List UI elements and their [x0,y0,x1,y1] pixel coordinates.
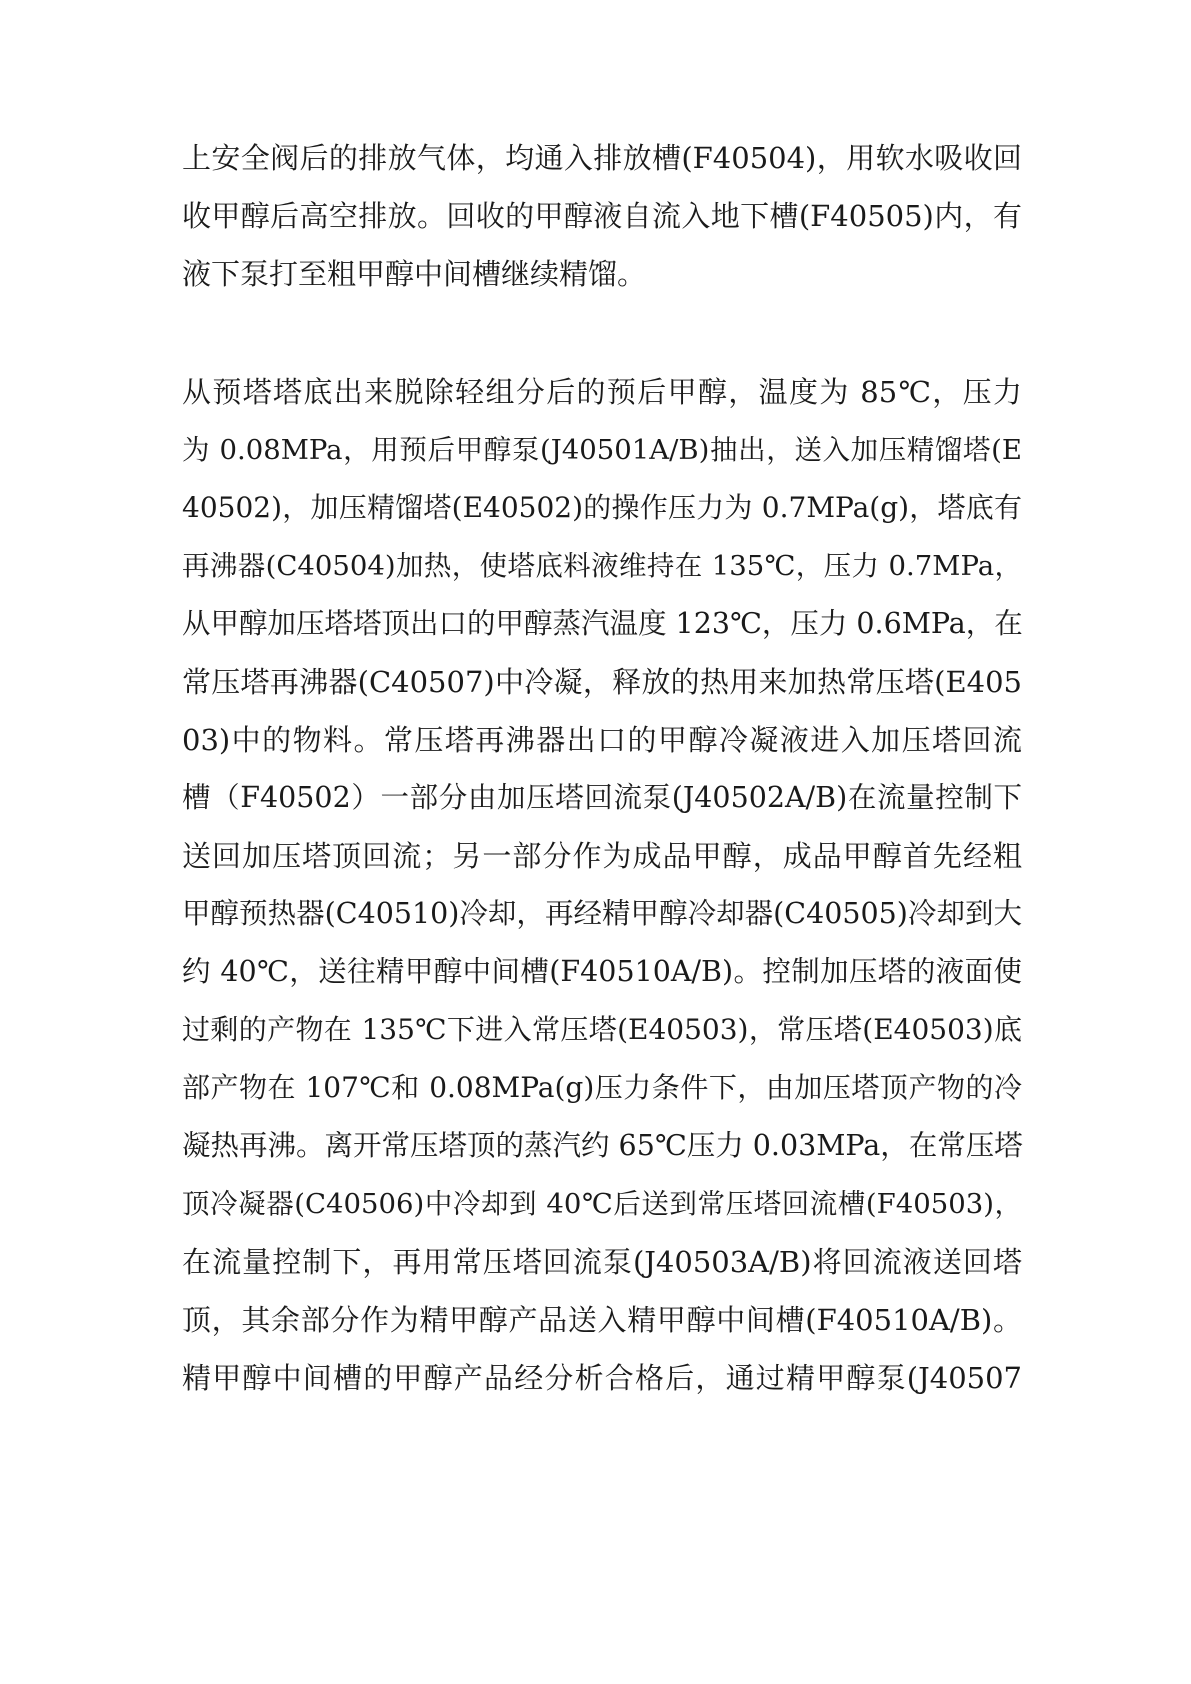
text-line: 凝热再沸。离开常压塔顶的蒸汽约 65℃压力 0.03MPa，在常压塔 [182,1129,1023,1162]
text-line: 从预塔塔底出来脱除轻组分后的预后甲醇，温度为 85℃，压力 [182,375,1022,409]
text-line: 液下泵打至粗甲醇中间槽继续精馏。 [182,257,647,291]
text-line: 常压塔再沸器(C40507)中冷凝，释放的热用来加热常压塔(E405 [182,665,1022,699]
text-line: 部产物在 107℃和 0.08MPa(g)压力条件下，由加压塔顶产物的冷 [182,1071,1022,1104]
text-line: 约 40℃，送往精甲醇中间槽(F40510A/B)。控制加压塔的液面使 [182,955,1022,988]
text-line: 40502)，加压精馏塔(E40502)的操作压力为 0.7MPa(g)，塔底有 [182,491,1022,524]
text-line: 在流量控制下，再用常压塔回流泵(J40503A/B)将回流液送回塔 [182,1245,1022,1279]
text-line: 上安全阀后的排放气体，均通入排放槽(F40504)，用软水吸收回 [182,141,1022,175]
text-line: 精甲醇中间槽的甲醇产品经分析合格后，通过精甲醇泵(J40507 [182,1361,1022,1395]
text-line: 为 0.08MPa，用预后甲醇泵(J40501A/B)抽出，送入加压精馏塔(E [182,434,1022,466]
text-line: 过剩的产物在 135℃下进入常压塔(E40503)，常压塔(E40503)底 [182,1013,1022,1046]
text-line: 送回加压塔顶回流；另一部分作为成品甲醇，成品甲醇首先经粗 [182,839,1022,873]
text-line: 再沸器(C40504)加热，使塔底料液维持在 135℃，压力 0.7MPa， [182,550,1022,582]
text-line: 03)中的物料。常压塔再沸器出口的甲醇冷凝液进入加压塔回流 [182,723,1022,757]
text-line: 从甲醇加压塔塔顶出口的甲醇蒸汽温度 123℃，压力 0.6MPa，在 [182,607,1023,640]
text-line: 顶，其余部分作为精甲醇产品送入精甲醇中间槽(F40510A/B)。 [182,1303,1022,1337]
text-line: 顶冷凝器(C40506)中冷却到 40℃后送到常压塔回流槽(F40503)， [182,1188,1022,1220]
text-line: 收甲醇后高空排放。回收的甲醇液自流入地下槽(F40505)内，有 [182,199,1022,233]
text-line: 甲醇预热器(C40510)冷却，再经精甲醇冷却器(C40505)冷却到大 [182,897,1022,930]
text-line: 槽（F40502）一部分由加压塔回流泵(J40502A/B)在流量控制下 [182,781,1022,814]
